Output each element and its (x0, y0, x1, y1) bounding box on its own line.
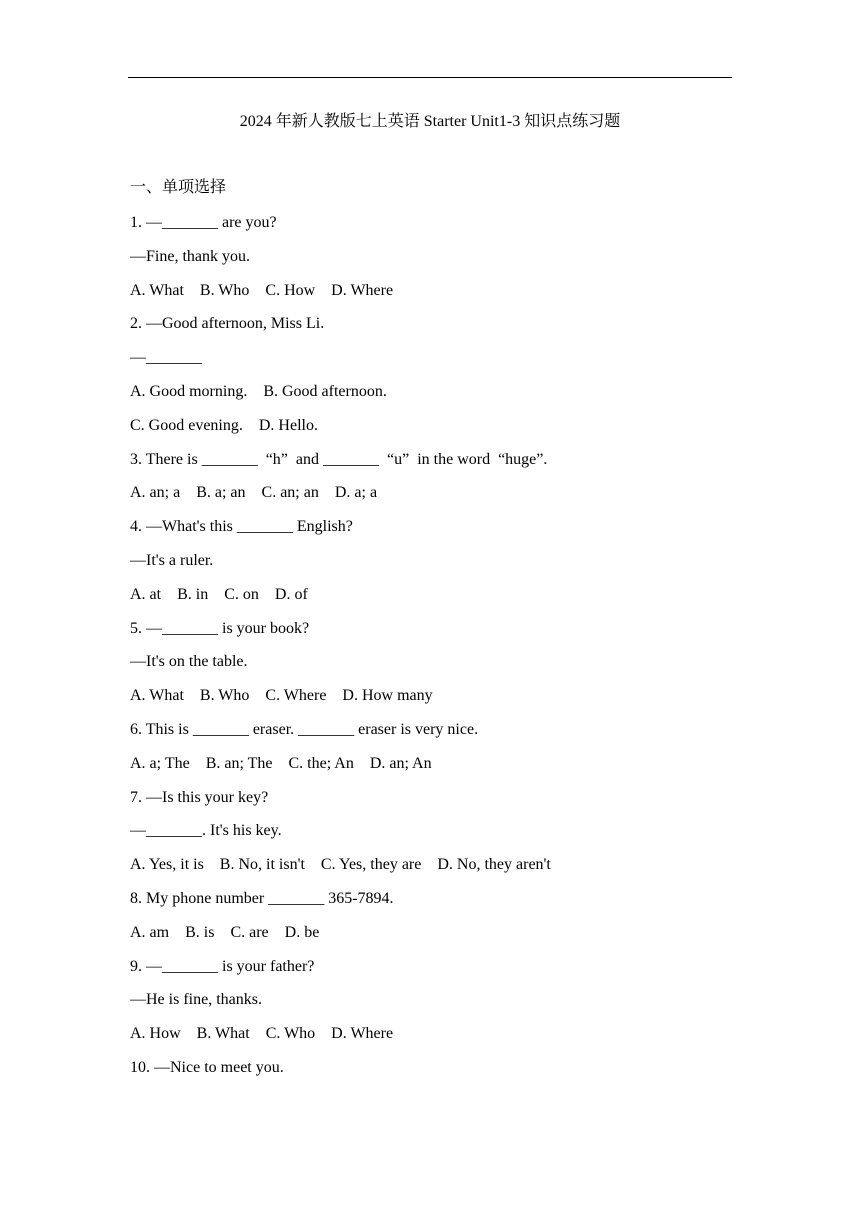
section-heading: 一、单项选择 (130, 179, 227, 196)
options-line: A. an; a B. a; an C. an; an D. a; a (130, 484, 378, 502)
answer-line: —_______ (130, 349, 202, 367)
options-line: A. a; The B. an; The C. the; An D. an; An (130, 754, 432, 772)
question-line: 8. My phone number _______ 365-7894. (130, 889, 394, 907)
question-line: 9. —_______ is your father? (130, 957, 315, 975)
options-line: A. am B. is C. are D. be (130, 923, 320, 941)
options-line: A. What B. Who C. How D. Where (130, 281, 394, 299)
options-line: A. What B. Who C. Where D. How many (130, 687, 433, 705)
answer-line: —Fine, thank you. (130, 247, 250, 265)
question-line: 3. There is _______ “h” and _______ “u” in the word “huge”. (130, 450, 548, 468)
answer-line: —_______. It's his key. (130, 822, 282, 840)
options-line: A. How B. What C. Who D. Where (130, 1025, 394, 1043)
question-line: 10. —Nice to meet you. (130, 1058, 284, 1076)
answer-line: —It's a ruler. (130, 551, 214, 569)
question-line: 1. —_______ are you? (130, 214, 277, 231)
page-title: 2024 年新人教版七上英语 Starter Unit1-3 知识点练习题 (239, 113, 621, 130)
answer-line: —He is fine, thanks. (130, 991, 262, 1009)
question-list (130, 212, 750, 1091)
question-line: 4. —What's this _______ English? (130, 518, 353, 536)
options-line: A. Yes, it is B. No, it isn't C. Yes, they are D. No, they aren't (130, 856, 551, 874)
options-line: C. Good evening. D. Hello. (130, 416, 318, 434)
question-line: 7. —Is this your key? (130, 788, 269, 806)
options-line: A. at B. in C. on D. of (130, 585, 308, 603)
answer-line: —It's on the table. (130, 653, 248, 671)
question-line: 6. This is _______ eraser. _______ eraser is very nice. (130, 720, 479, 738)
options-line: A. Good morning. B. Good afternoon. (130, 382, 387, 400)
header-rule (128, 77, 732, 78)
question-line: 2. —Good afternoon, Miss Li. (130, 315, 325, 333)
question-line: 5. —_______ is your book? (130, 619, 310, 637)
